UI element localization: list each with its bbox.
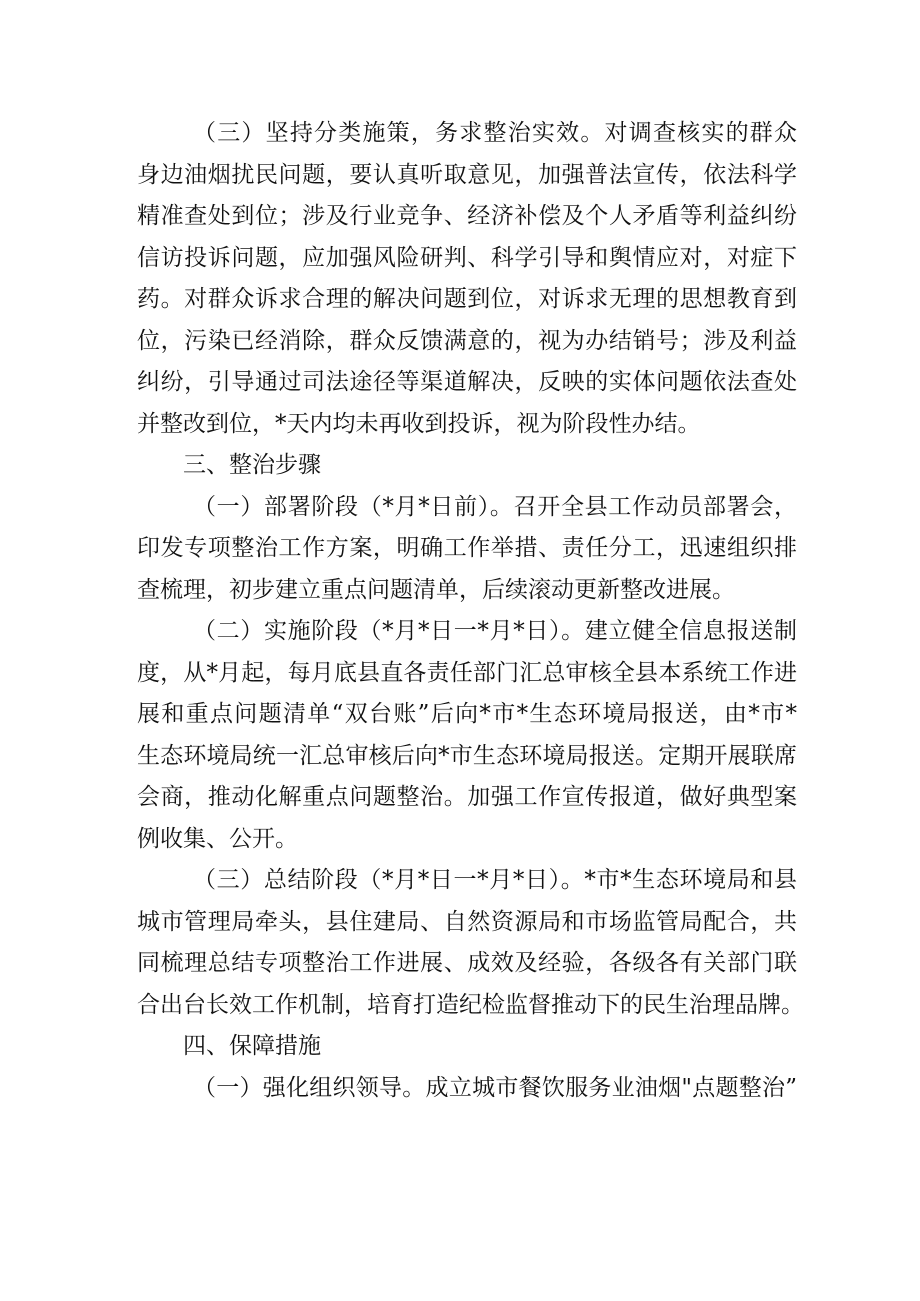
paragraph-3-3-line-8: 并整改到位，*天内均未再收到投诉，视为阶段性办结。 [137, 410, 701, 437]
paragraph-3-3-line-2: 身边油烟扰民问题，要认真听取意见，加强普法宣传，依法科学 [137, 161, 797, 188]
paragraph-measure-1-line-1: （一）强化组织领导。成立城市餐饮服务业油烟"点题整治” [193, 1074, 797, 1101]
paragraph-step-1-line-1: （一）部署阶段（*月*日前）。召开全县工作动员部署会， [193, 493, 797, 520]
paragraph-step-3-line-3: 同梳理总结专项整治工作进展、成效及经验，各级各有关部门联 [137, 950, 797, 976]
section-heading-4: 四、保障措施 [183, 1033, 321, 1059]
paragraph-step-2-line-5: 会商，推动化解重点问题整治。加强工作宣传报道，做好典型案 [137, 784, 797, 810]
paragraph-step-2-line-4: 生态环境局统一汇总审核后向*市生态环境局报送。定期开展联席 [137, 742, 797, 769]
paragraph-step-1-line-2: 印发专项整治工作方案，明确工作举措、责任分工，迅速组织排 [137, 535, 797, 561]
paragraph-step-2-line-1: （二）实施阶段（*月*日一*月*日）。建立健全信息报送制 [193, 618, 797, 644]
document-page [137, 113, 804, 1109]
paragraph-3-3-line-3: 精准查处到位；涉及行业竞争、经济补偿及个人矛盾等利益纠纷 [137, 203, 797, 229]
paragraph-3-3-line-6: 位，污染已经消除，群众反馈满意的，视为办结销号；涉及利益 [137, 327, 797, 354]
paragraph-step-2-line-2: 度，从*月起，每月底县直各责任部门汇总审核全县本系统工作进 [137, 659, 797, 686]
paragraph-step-2-line-3: 展和重点问题清单“双台账”后向*市*生态环境局报送，由*市* [137, 701, 797, 727]
paragraph-step-3-line-1: （三）总结阶段（*月*日一*月*日）。*市*生态环境局和县 [193, 867, 797, 893]
paragraph-step-2-line-6: 例收集、公开。 [137, 825, 298, 852]
paragraph-3-3-line-1: （三）坚持分类施策，务求整治实效。对调查核实的群众 [193, 120, 797, 146]
section-heading-3: 三、整治步骤 [183, 452, 321, 478]
paragraph-3-3-line-7: 纠纷，引导通过司法途径等渠道解决，反映的实体问题依法查处 [137, 369, 797, 395]
paragraph-3-3-line-5: 药。对群众诉求合理的解决问题到位，对诉求无理的思想教育到 [137, 286, 797, 312]
paragraph-3-3-line-4: 信访投诉问题，应加强风险研判、科学引导和舆情应对，对症下 [137, 244, 797, 271]
paragraph-step-1-line-3: 查梳理，初步建立重点问题清单，后续滚动更新整改进展。 [137, 576, 735, 603]
paragraph-step-3-line-2: 城市管理局牵头，县住建局、自然资源局和市场监管局配合，共 [137, 908, 797, 935]
paragraph-step-3-line-4: 合出台长效工作机制，培育打造纪检监督推动下的民生治理品牌。 [137, 991, 804, 1018]
